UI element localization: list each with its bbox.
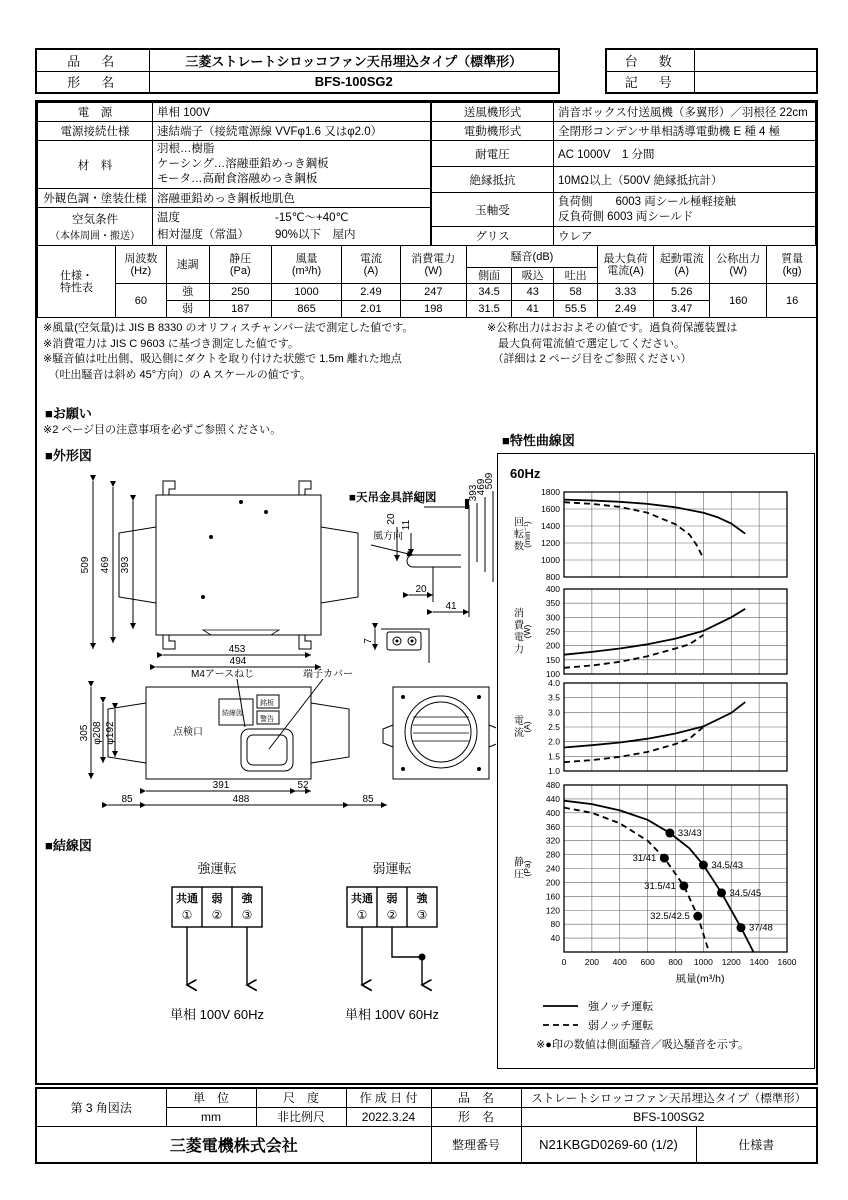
svg-text:(A): (A) — [522, 721, 532, 733]
svg-text:※●印の数値は側面騒音／吸込騒音を示す。: ※●印の数値は側面騒音／吸込騒音を示す。 — [536, 1039, 749, 1051]
svg-text:回転数: 回転数 — [514, 517, 524, 553]
svg-text:120: 120 — [545, 905, 560, 916]
refno-value: N21KBGD0269-60 (1/2) — [521, 1126, 696, 1163]
col-speed: 速調 — [166, 246, 209, 284]
air-condition-value: 温度 -15℃～+40℃ 相対湿度（常温） 90%以下 屋内 — [153, 208, 431, 246]
product-name-value: 三菱ストレートシロッコファン天吊埋込タイプ（標準形） — [149, 49, 559, 71]
svg-text:350: 350 — [545, 598, 560, 609]
tokusei-heading: ■特性曲線図 — [502, 433, 575, 448]
insulation-label: 絶縁抵抗 — [431, 167, 553, 193]
conn-label: 電源接続仕様 — [38, 122, 153, 141]
col-nominal-output: 公称出力 (W) — [710, 246, 767, 284]
svg-text:①: ① — [356, 908, 368, 922]
col-airflow: 風量 (m³/h) — [271, 246, 341, 284]
svg-text:1000: 1000 — [693, 957, 713, 967]
svg-text:40: 40 — [550, 933, 560, 944]
col-noise-inlet: 吸込 — [512, 268, 554, 284]
spec-table-left — [37, 102, 431, 246]
fan-type-label: 送風機形式 — [431, 103, 553, 122]
qty-symbol-table — [605, 48, 818, 94]
dim-41: 41 — [445, 601, 457, 612]
material-label: 材 料 — [38, 141, 153, 189]
projection-label: 第 3 角図法 — [36, 1088, 166, 1126]
svg-text:200: 200 — [545, 877, 560, 888]
svg-text:440: 440 — [545, 793, 560, 804]
dim-b509: 509 — [484, 472, 495, 490]
material-value: 羽根…樹脂 ケーシング…溶融亜鉛めっき鋼板 モータ…高耐食溶融めっき鋼板 — [153, 141, 431, 189]
svg-text:480: 480 — [545, 780, 560, 790]
svg-text:②: ② — [386, 908, 398, 922]
svg-text:強ノッチ運転: 強ノッチ運転 — [588, 1001, 654, 1013]
bottom-model-value: BFS-100SG2 — [521, 1107, 817, 1126]
svg-text:①: ① — [181, 908, 193, 922]
outline-plan-drawing — [41, 467, 496, 672]
col-noise-outlet: 吐出 — [554, 268, 598, 284]
svg-text:共通: 共通 — [351, 893, 373, 905]
weak-run-title: 弱運転 — [372, 861, 412, 876]
bottom-name-label: 品 名 — [431, 1088, 521, 1107]
dim-b469: 469 — [476, 478, 487, 496]
dim-393: 393 — [120, 556, 131, 574]
power-value: 単相 100V — [153, 103, 431, 122]
model-name-label: 形 名 — [36, 71, 149, 93]
svg-text:800: 800 — [545, 572, 560, 582]
svg-text:160: 160 — [545, 891, 560, 902]
svg-text:400: 400 — [545, 807, 560, 818]
dim-85b: 85 — [362, 794, 374, 805]
freq-value: 60 — [116, 284, 167, 318]
col-max-load-current: 最大負荷 電流(A) — [597, 246, 653, 284]
symbol-value — [694, 71, 817, 93]
power-label: 電 源 — [38, 103, 153, 122]
svg-text:静圧: 静圧 — [514, 857, 524, 881]
date-label: 作 成 日 付 — [346, 1088, 431, 1107]
dim-391: 391 — [212, 780, 230, 791]
company-name: 三菱電機株式会社 — [36, 1126, 431, 1163]
dim-b393: 393 — [468, 484, 479, 502]
svg-text:4.0: 4.0 — [548, 678, 560, 688]
outline-side-drawing — [41, 669, 496, 819]
svg-text:強: 強 — [241, 893, 253, 905]
symbol-label: 記 号 — [606, 71, 694, 93]
qty-label: 台 数 — [606, 49, 694, 71]
table-row-strong: 60 強 250 1000 2.49 247 34.5 43 58 3.33 5.26 160 16 — [38, 284, 818, 301]
onegai-note: ※2 ページ目の注意事項を必ずご参照ください。 — [43, 424, 282, 436]
bottom-model-label: 形 名 — [431, 1107, 521, 1126]
svg-text:31.5/41: 31.5/41 — [644, 880, 676, 892]
dim-85a: 85 — [121, 794, 133, 805]
svg-text:250: 250 — [545, 626, 560, 637]
svg-text:②: ② — [211, 908, 223, 922]
date-value: 2022.3.24 — [346, 1107, 431, 1126]
dim-11: 11 — [401, 519, 412, 531]
motor-type-label: 電動機形式 — [431, 122, 553, 141]
svg-text:弱: 弱 — [211, 893, 223, 905]
title-block-table — [35, 1087, 818, 1164]
front-view — [383, 687, 496, 779]
svg-text:32.5/42.5: 32.5/42.5 — [650, 911, 690, 923]
svg-text:37/48: 37/48 — [749, 922, 773, 934]
mass-value: 16 — [767, 284, 818, 318]
svg-text:強: 強 — [416, 893, 428, 905]
dim-208: φ208 — [92, 721, 103, 745]
motor-type-value: 全閉形コンデンサ単相誘導電動機 E 種 4 極 — [553, 122, 815, 141]
svg-text:1200: 1200 — [541, 538, 560, 548]
scale-label: 尺 度 — [256, 1088, 346, 1107]
sticker-nameplate-label: 銘板 — [260, 700, 274, 707]
color-label: 外観色調・塗装仕様 — [38, 189, 153, 208]
svg-text:(min⁻¹): (min⁻¹) — [522, 521, 532, 548]
svg-text:34.5/45: 34.5/45 — [729, 887, 762, 899]
svg-text:31/41: 31/41 — [632, 853, 657, 865]
refno-label: 整理番号 — [431, 1126, 521, 1163]
char-table-corner: 仕様・ 特性表 — [38, 246, 116, 318]
bearing-label: 玉軸受 — [431, 193, 553, 227]
dim-20b: 20 — [415, 584, 427, 595]
unit-label: 単 位 — [166, 1088, 256, 1107]
svg-text:0: 0 — [561, 957, 567, 967]
main-frame — [35, 100, 818, 1085]
characteristic-curves-chart — [498, 454, 813, 1067]
dim-7: 7 — [363, 638, 374, 644]
color-value: 溶融亜鉛めっき鋼板地肌色 — [153, 189, 431, 208]
sticker-warning-label: 警告 — [260, 716, 274, 723]
svg-text:1600: 1600 — [777, 957, 797, 967]
kessen-heading: ■結線図 — [45, 838, 92, 853]
col-current: 電流 (A) — [342, 246, 401, 284]
insulation-value: 10MΩ以上（500V 絶縁抵抗計） — [553, 167, 815, 193]
col-static-pressure: 静圧 (Pa) — [209, 246, 271, 284]
svg-text:1000: 1000 — [541, 555, 560, 565]
product-name-label: 品 名 — [36, 49, 149, 71]
bottom-name-value: ストレートシロッコファン天吊埋込タイプ（標準形） — [521, 1088, 817, 1107]
bearing-value: 負荷側 6003 両シール極軽接触 反負荷側 6003 両シールド — [553, 193, 815, 227]
svg-text:1800: 1800 — [541, 487, 560, 497]
svg-text:風量(m³/h): 風量(m³/h) — [675, 973, 725, 985]
svg-text:360: 360 — [545, 821, 560, 832]
svg-text:③: ③ — [241, 908, 253, 922]
content-area — [37, 317, 818, 1085]
table-row-weak: 弱 187 865 2.01 198 31.5 41 55.5 2.49 3.47 — [38, 301, 818, 318]
svg-text:電流: 電流 — [514, 716, 524, 739]
model-name-value: BFS-100SG2 — [149, 71, 559, 93]
inspection-port-label: 点検口 — [173, 727, 203, 738]
grease-label: グリス — [431, 227, 553, 246]
earth-screw-label: M4アースねじ — [191, 669, 255, 680]
svg-text:1400: 1400 — [749, 957, 769, 967]
doc-type: 仕様書 — [696, 1126, 817, 1163]
nominal-output-value: 160 — [710, 284, 767, 318]
svg-text:(W): (W) — [522, 624, 532, 639]
col-noise-side: 側面 — [466, 268, 511, 284]
wiring-diagram — [117, 857, 477, 1042]
svg-text:800: 800 — [668, 957, 683, 967]
svg-text:1.5: 1.5 — [548, 751, 560, 762]
svg-text:3.5: 3.5 — [548, 692, 560, 703]
air-condition-label: 空気条件 （本体周囲・搬送） — [38, 208, 153, 246]
strong-run-title: 強運転 — [197, 861, 237, 876]
sticker-wiring-label: 結線図 — [222, 710, 243, 717]
svg-text:280: 280 — [545, 849, 560, 860]
svg-text:33/43: 33/43 — [677, 828, 702, 840]
gaikei-heading: ■外形図 — [45, 448, 92, 463]
product-title-table — [35, 48, 560, 94]
dim-453: 453 — [228, 644, 246, 655]
terminal-cover-label: 端子カバー — [303, 669, 353, 680]
svg-text:200: 200 — [584, 957, 599, 967]
fan-type-value: 消音ボックス付送風機（多翼形）／羽根径 22cm — [553, 103, 815, 122]
svg-text:100: 100 — [545, 669, 560, 679]
col-start-current: 起動電流 (A) — [654, 246, 710, 284]
notes-right: ※公称出力はおおよその値です。過負荷保護装置は 最大負荷電流値で選定してください。 （詳細は 2 ページ目をご参照ください） — [487, 322, 738, 365]
svg-text:600: 600 — [640, 957, 655, 967]
svg-text:34.5/43: 34.5/43 — [711, 860, 744, 872]
svg-text:320: 320 — [545, 835, 560, 846]
grease-value: ウレア — [553, 227, 815, 246]
withstand-value: AC 1000V 1 分間 — [553, 141, 815, 167]
dim-494: 494 — [229, 656, 247, 667]
svg-text:共通: 共通 — [176, 893, 198, 905]
dim-192: φ192 — [105, 721, 116, 745]
notes-left: ※風量(空気量)は JIS B 8330 のオリフィスチャンバー法で測定した値です。 ※消費電力は JIS C 9603 に基づき測定した値です。 ※騒音値は吐出側、吸込側にダクトを取り付けた状態で 1.5m 離れた地点 （吐出騒音は斜め 45°方向）の A スケールの値です。 — [43, 322, 414, 381]
wind-direction-label: 風方向 — [373, 531, 403, 542]
svg-text:1200: 1200 — [721, 957, 741, 967]
tenzuri-heading: ■天吊金具詳細図 — [349, 492, 437, 504]
svg-text:80: 80 — [550, 919, 560, 930]
dim-488: 488 — [232, 794, 250, 805]
dim-469: 469 — [100, 556, 111, 574]
spec-section — [37, 102, 816, 245]
col-mass: 質量 (kg) — [767, 246, 818, 284]
svg-text:③: ③ — [416, 908, 428, 922]
conn-value: 速結端子（接続電源線 VVFφ1.6 又はφ2.0） — [153, 122, 431, 141]
weak-supply-label: 単相 100V 60Hz — [345, 1007, 439, 1022]
withstand-label: 耐電圧 — [431, 141, 553, 167]
scale-value: 非比例尺 — [256, 1107, 346, 1126]
col-noise-group: 騒音(dB) — [466, 246, 597, 268]
svg-text:150: 150 — [545, 654, 560, 665]
svg-text:300: 300 — [545, 612, 560, 623]
strong-supply-label: 単相 100V 60Hz — [170, 1007, 264, 1022]
svg-text:200: 200 — [545, 640, 560, 651]
svg-text:(Pa): (Pa) — [522, 860, 532, 877]
svg-text:2.0: 2.0 — [548, 736, 560, 747]
onegai-heading: ■お願い — [45, 406, 92, 421]
svg-text:弱: 弱 — [386, 893, 398, 905]
characteristics-table — [37, 245, 818, 318]
unit-value: mm — [166, 1107, 256, 1126]
svg-text:弱ノッチ運転: 弱ノッチ運転 — [588, 1020, 654, 1032]
svg-text:1600: 1600 — [541, 504, 560, 514]
svg-text:消費電力: 消費電力 — [514, 608, 524, 656]
svg-text:400: 400 — [545, 584, 560, 594]
dim-20a: 20 — [386, 513, 397, 525]
dim-305: 305 — [79, 724, 90, 742]
svg-text:2.5: 2.5 — [548, 722, 560, 732]
svg-text:1.0: 1.0 — [548, 766, 560, 776]
col-frequency: 周波数 (Hz) — [116, 246, 167, 284]
spec-table-right — [431, 102, 816, 246]
col-power: 消費電力 (W) — [400, 246, 466, 284]
svg-text:3.0: 3.0 — [548, 707, 560, 718]
dim-509: 509 — [80, 556, 91, 574]
svg-text:240: 240 — [545, 863, 560, 874]
svg-text:1400: 1400 — [541, 521, 560, 531]
characteristic-curves-panel — [497, 453, 815, 1069]
dim-52: 52 — [297, 780, 309, 791]
svg-text:400: 400 — [612, 957, 627, 967]
svg-text:60Hz: 60Hz — [510, 466, 541, 481]
qty-value — [694, 49, 817, 71]
